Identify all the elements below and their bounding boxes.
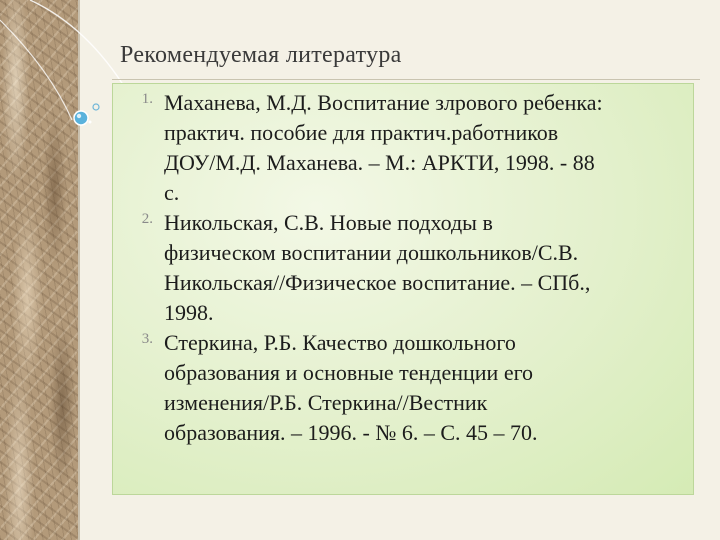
reference-item-2 (113, 208, 642, 328)
title-underline (112, 79, 700, 80)
references-box (112, 83, 694, 495)
reference-line: Маханева, М.Д. Воспитание злрового ребенка: (164, 90, 603, 115)
reference-line: 1998. (164, 300, 214, 325)
reference-list (113, 88, 695, 448)
reference-item-1 (113, 88, 642, 208)
reference-line: Никольская//Физическое воспитание. – СПб., (164, 270, 591, 295)
reference-text (164, 208, 642, 328)
reference-line: изменения/Р.Б. Стеркина//Вестник (164, 390, 488, 415)
reference-item-3 (113, 328, 642, 448)
reference-line: практич. пособие для практич.работников (164, 120, 559, 145)
reference-number: 3. (141, 331, 153, 347)
bubble-dot-icon (89, 121, 92, 124)
slide-title: Рекомендуемая литература (120, 42, 402, 68)
reference-line: образования и основные тенденции его (164, 360, 534, 385)
reference-line: Стеркина, Р.Б. Качество дошкольного (164, 330, 516, 355)
reference-text (164, 328, 642, 448)
reference-number: 2. (141, 211, 153, 227)
strip-edge-divider (78, 0, 80, 540)
crumpled-paper-strip (0, 0, 78, 540)
reference-line: физическом воспитании дошкольников/С.В. (164, 240, 579, 265)
reference-text (164, 88, 642, 208)
reference-line: образования. – 1996. - № 6. – С. 45 – 70. (164, 420, 538, 445)
reference-line: ДОУ/М.Д. Маханева. – М.: АРКТИ, 1998. - 88 (164, 150, 595, 175)
bubble-small-icon (93, 104, 99, 110)
reference-number: 1. (141, 91, 153, 107)
reference-line: с. (164, 180, 180, 205)
reference-line: Никольская, С.В. Новые подходы в (164, 210, 493, 235)
